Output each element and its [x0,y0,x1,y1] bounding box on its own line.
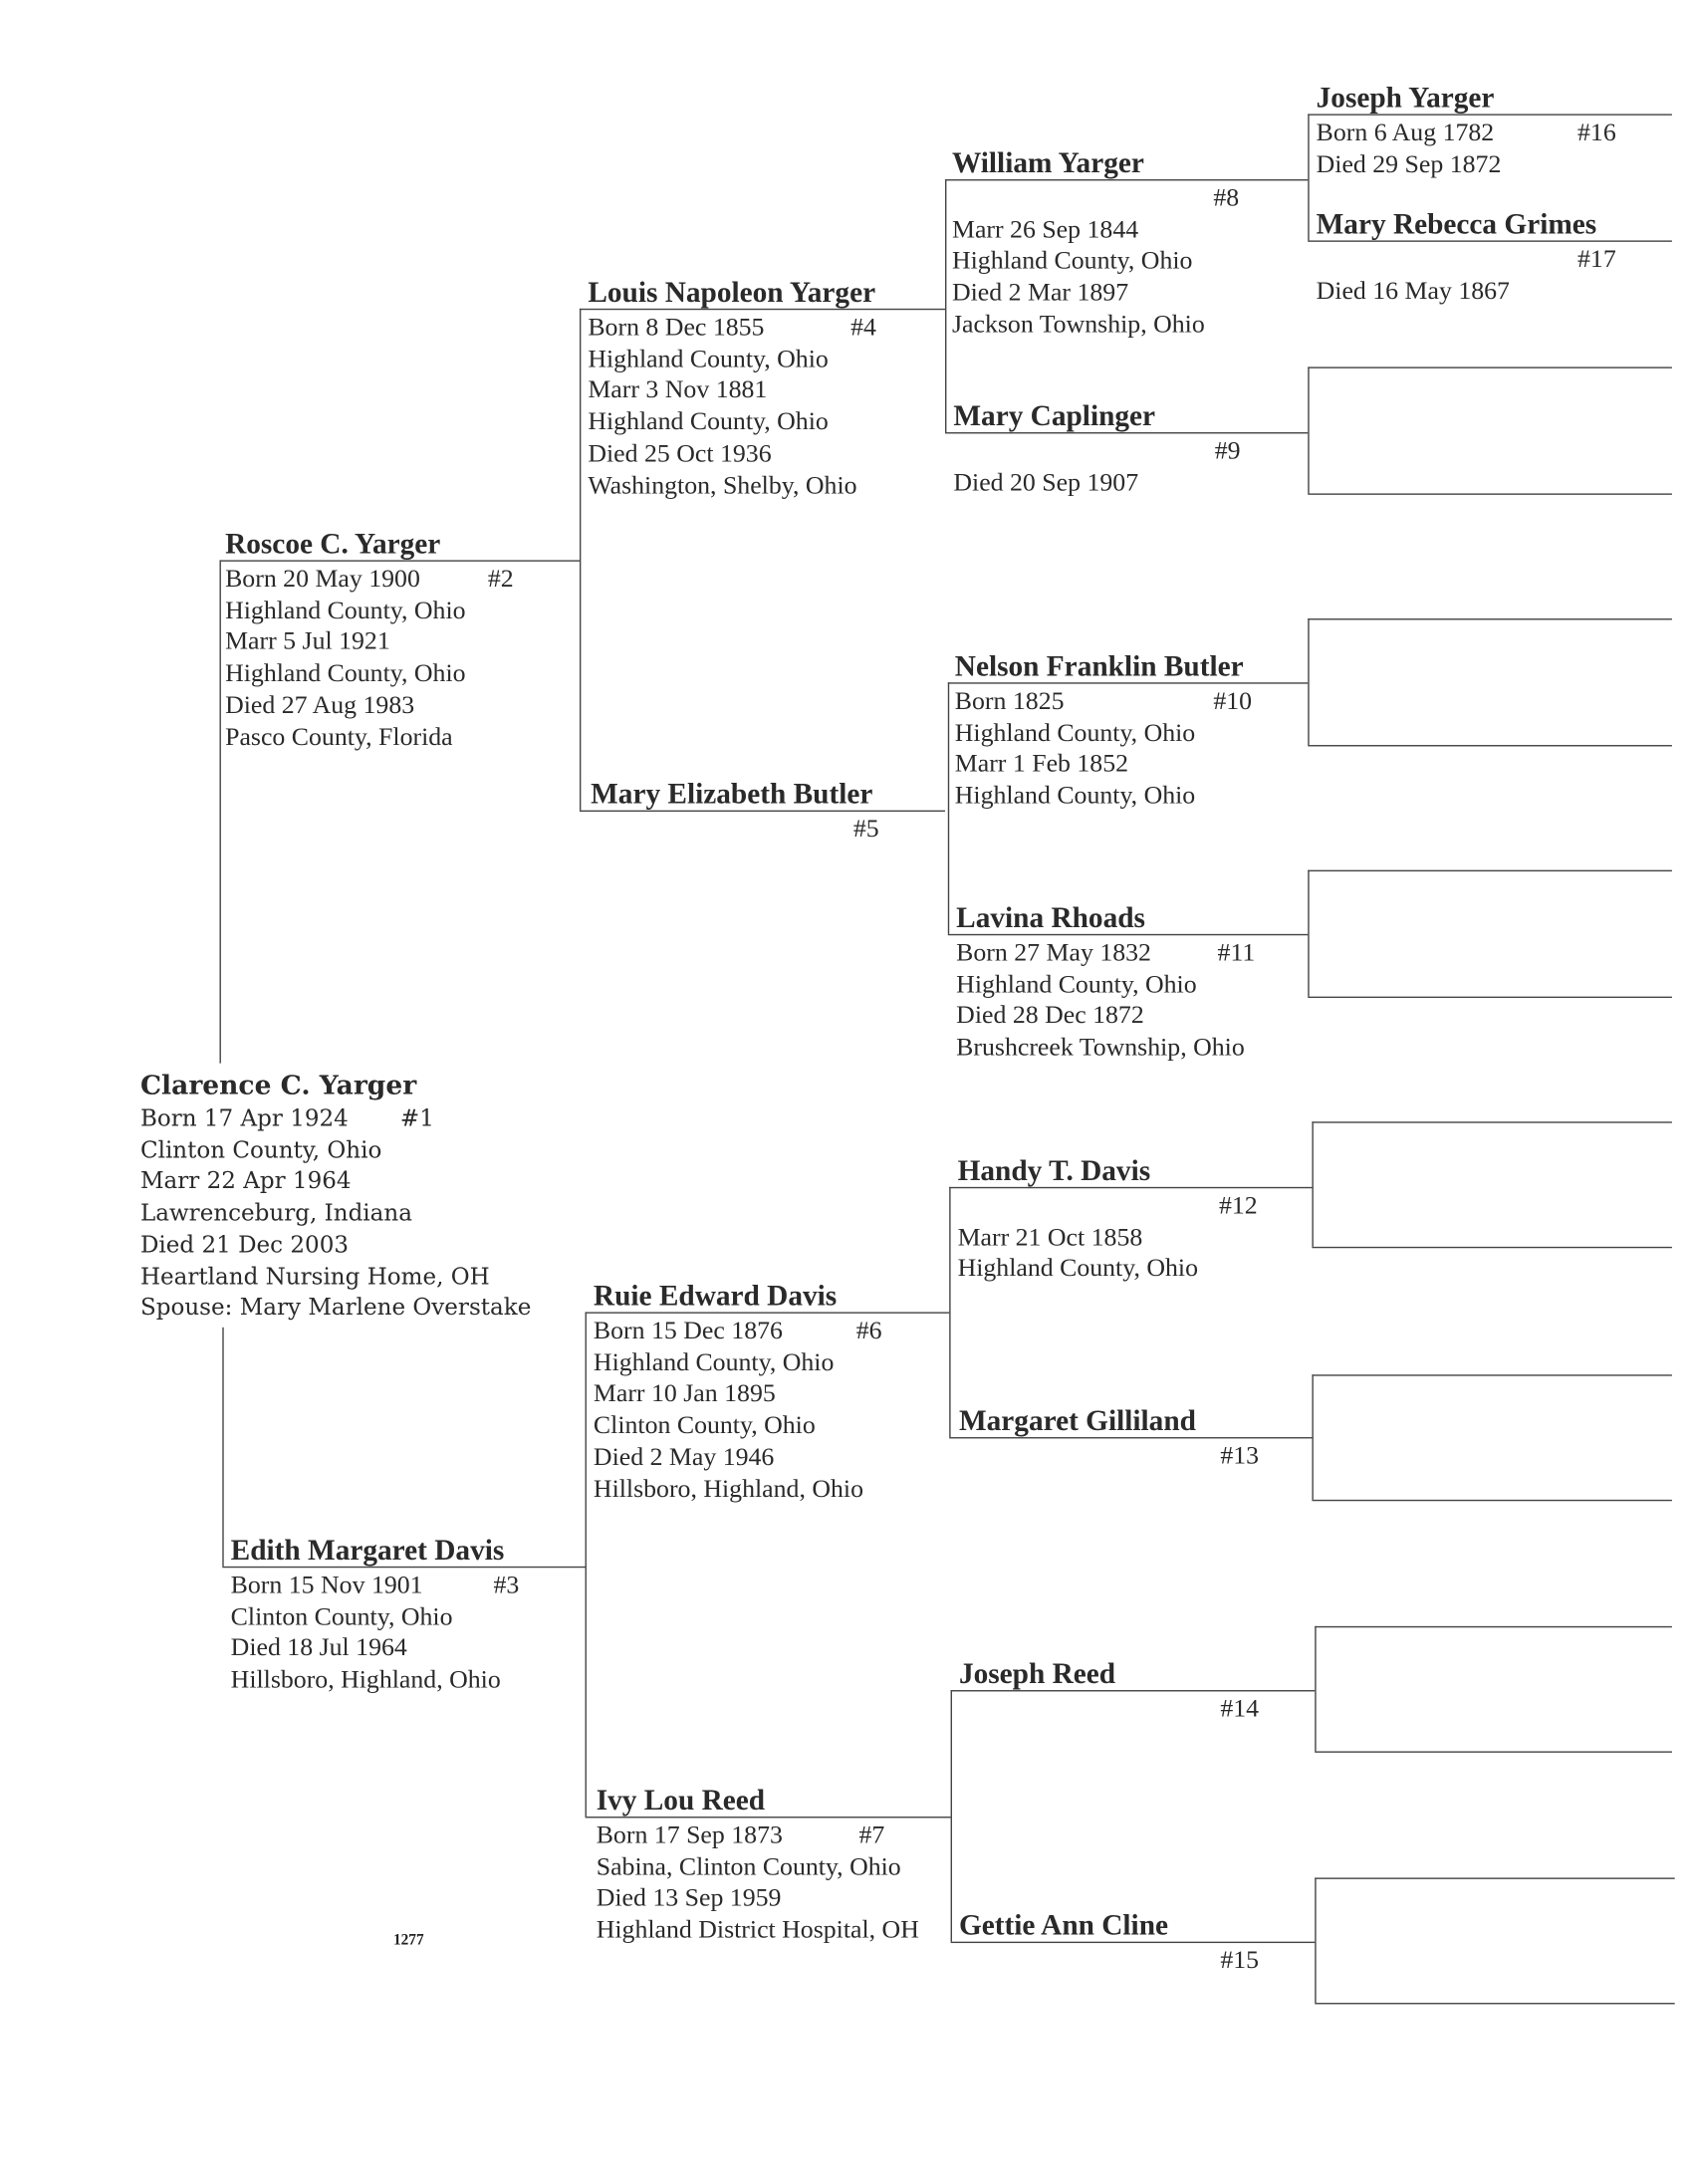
detail-text: Washington, Shelby, Ohio [588,471,857,500]
detail-text: Died 2 May 1946 [593,1443,775,1472]
person-detail [225,596,465,627]
connector-line [1315,1877,1316,2003]
detail-text: Died 2 Mar 1897 [951,279,1129,308]
person-detail [140,1198,531,1230]
person-detail [597,1884,919,1916]
person-detail [588,375,875,407]
person-17 [1316,206,1616,308]
detail-text: Highland County, Ohio [957,1255,1199,1284]
person-detail [956,1001,1245,1033]
detail-text: Marr 22 Apr 1964 [139,1167,352,1195]
person-detail [952,278,1205,310]
connector-line [1308,745,1672,746]
connector-line [1315,1626,1316,1752]
page-number: 1277 [392,1931,424,1949]
detail-text: Died 20 Sep 1907 [953,469,1139,498]
detail-text: Born 20 May 1900 [225,566,420,594]
detail-text: Lawrenceburg, Indiana [139,1199,412,1227]
person-detail [140,1166,531,1198]
person-detail [597,1915,919,1947]
person-detail [588,470,875,502]
detail-text: Hillsboro, Highland, Ohio [230,1666,501,1695]
person-detail [952,215,1205,247]
detail-text: Died 18 Jul 1964 [230,1634,407,1663]
connector-line [586,1312,587,1817]
detail-text [959,1696,965,1724]
person-name: Mary Rebecca Grimes [1316,206,1597,241]
detail-text: Heartland Nursing Home, OH [139,1262,490,1290]
person-name: Lavina Rhoads [956,900,1145,934]
detail-text [591,816,597,844]
person-detail [597,1820,919,1852]
connector-line [1312,1121,1313,1247]
connector-line [222,1328,223,1567]
detail-text: Highland County, Ohio [588,346,829,374]
person-detail [1317,245,1616,277]
detail-text: Highland District Hospital, OH [596,1916,919,1945]
person-name: Joseph Reed [958,1656,1116,1691]
person-number: #12 [1218,1192,1258,1221]
connector-line [1308,618,1309,745]
detail-text: Born 6 Aug 1782 [1316,120,1495,147]
connector-line [220,560,221,1063]
connector-line [949,1187,950,1437]
detail-text: Died 13 Sep 1959 [596,1885,782,1913]
person-detail [594,1347,863,1379]
person-detail [952,310,1205,342]
detail-text [959,1443,965,1471]
person-detail [594,1474,863,1506]
person-detail [958,1254,1198,1286]
person-name: Clarence C. Yarger [139,1070,417,1101]
person-name: Margaret Gilliland [958,1403,1196,1438]
connector-line [1308,870,1672,871]
person-6 [593,1278,882,1506]
detail-text: Died 29 Sep 1872 [1316,150,1502,179]
person-detail [594,1442,863,1474]
person-1 [140,1069,531,1325]
person-detail [231,1633,505,1665]
person-detail [959,1946,1260,1978]
detail-text: Clinton County, Ohio [593,1412,816,1440]
person-9 [953,398,1241,500]
detail-text: Clinton County, Ohio [230,1603,453,1632]
connector-line [1308,870,1309,997]
person-detail [958,1191,1258,1223]
person-detail [588,407,875,439]
detail-text: Highland County, Ohio [954,719,1196,748]
person-4 [588,275,875,502]
person-detail [588,439,875,471]
person-detail [597,1852,919,1884]
person-number: #17 [1577,246,1616,274]
person-detail [959,1441,1260,1473]
connector-line [1312,1121,1671,1122]
connector-line [1312,1374,1671,1375]
person-detail [952,247,1205,279]
connector-line [945,179,946,432]
connector-line [580,309,581,811]
person-detail [952,183,1240,215]
detail-text: Brushcreek Township, Ohio [956,1034,1245,1063]
detail-text: Highland County, Ohio [225,660,466,688]
detail-text: Died 25 Oct 1936 [588,440,772,469]
detail-text: Jackson Township, Ohio [951,311,1205,340]
person-detail [593,1317,882,1348]
person-name: Roscoe C. Yarger [225,526,441,561]
person-detail [225,722,465,754]
detail-text: Born 8 Dec 1855 [588,314,765,343]
person-detail [140,1135,531,1167]
detail-text: Born 1825 [954,687,1065,716]
detail-text: Highland County, Ohio [225,597,466,625]
person-11 [956,900,1256,1064]
person-detail [955,750,1244,782]
person-name: Handy T. Davis [957,1153,1151,1187]
connector-line [1308,366,1672,367]
person-detail [955,781,1244,813]
detail-text [953,438,959,466]
person-number: #14 [1220,1695,1260,1724]
connector-line [1315,1877,1674,1878]
person-13 [958,1403,1260,1473]
person-detail [225,690,465,722]
person-name: Nelson Franklin Butler [954,648,1244,683]
person-15 [958,1908,1260,1977]
detail-text [958,1192,964,1220]
detail-text: Clinton County, Ohio [139,1136,382,1163]
detail-text: Born 15 Nov 1901 [230,1572,423,1600]
person-16 [1316,80,1616,181]
person-name: Mary Caplinger [953,398,1156,433]
person-detail [591,815,879,847]
detail-text: Marr 10 Jan 1895 [593,1380,776,1409]
detail-text: Highland County, Ohio [593,1348,835,1377]
connector-line [1308,997,1672,998]
person-number: #10 [1213,687,1253,716]
connector-line [1308,114,1309,240]
person-number: #5 [852,816,879,845]
person-detail [231,1665,505,1697]
detail-text: Highland County, Ohio [951,247,1193,276]
person-detail [225,659,465,691]
person-7 [597,1784,919,1947]
person-detail [231,1602,505,1634]
connector-line [1312,1374,1313,1500]
person-8 [951,145,1240,342]
connector-line [1308,618,1672,619]
person-number: #2 [487,566,514,594]
person-detail [140,1293,531,1325]
detail-text: Died 28 Dec 1872 [956,1002,1144,1031]
connector-line [951,1690,952,1942]
connector-line [1315,1751,1672,1752]
detail-text: Pasco County, Florida [225,723,453,752]
detail-text: Highland County, Ohio [956,971,1197,1000]
detail-text: Born 17 Apr 1924 [139,1104,349,1132]
person-detail [1317,149,1502,181]
person-2 [225,526,514,754]
person-name: Edith Margaret Davis [230,1533,505,1567]
detail-text: Marr 21 Oct 1858 [957,1224,1143,1253]
person-detail [594,1411,863,1443]
person-detail [954,686,1253,718]
person-name: Mary Elizabeth Butler [591,777,873,811]
person-detail [953,468,1155,500]
person-detail [953,436,1241,468]
person-name: Ruie Edward Davis [593,1278,838,1313]
person-number: #13 [1220,1442,1260,1471]
person-number: #3 [493,1572,520,1600]
person-name: Gettie Ann Cline [958,1908,1169,1942]
detail-text: Marr 1 Feb 1852 [954,751,1129,780]
detail-text: Died 16 May 1867 [1316,277,1510,306]
person-number: #16 [1577,120,1616,147]
person-detail [956,970,1245,1002]
person-detail [588,313,875,345]
detail-text: Sabina, Clinton County, Ohio [596,1853,901,1882]
person-detail [588,345,875,376]
person-detail [1317,276,1597,308]
connector-line [1308,366,1309,493]
person-5 [591,777,879,846]
detail-text: Born 27 May 1832 [956,939,1151,968]
person-10 [954,648,1253,813]
detail-text: Highland County, Ohio [588,408,829,437]
detail-text: Spouse: Mary Marlene Overstake [139,1294,532,1322]
person-number: #9 [1214,437,1241,466]
connector-line [1308,493,1672,494]
detail-text: Highland County, Ohio [954,782,1196,811]
detail-text: Marr 3 Nov 1881 [588,376,768,405]
connector-line [1315,1626,1672,1627]
person-detail [956,1033,1245,1065]
person-detail [955,718,1244,750]
detail-text: Died 27 Aug 1983 [225,691,415,720]
person-detail [225,565,514,597]
connector-line [1312,1247,1671,1248]
detail-text [952,185,958,213]
connector-line [1312,1500,1671,1501]
person-name: Louis Napoleon Yarger [588,275,876,309]
person-name: Joseph Yarger [1316,80,1495,115]
detail-text: Marr 26 Sep 1844 [951,216,1139,245]
detail-text: Died 21 Dec 2003 [139,1231,350,1258]
detail-text: Born 17 Sep 1873 [596,1821,783,1850]
person-name: William Yarger [951,145,1144,180]
person-detail [1316,119,1616,150]
person-number: #15 [1220,1947,1260,1976]
person-12 [957,1153,1258,1286]
person-detail [140,1230,531,1262]
person-name: Ivy Lou Reed [596,1783,766,1818]
person-number: #8 [1213,184,1240,213]
person-detail [958,1223,1198,1255]
person-14 [958,1656,1260,1726]
person-number: #6 [855,1318,882,1345]
person-detail [140,1103,531,1135]
connector-line [948,682,949,934]
person-detail [956,938,1256,970]
detail-text: Hillsboro, Highland, Ohio [593,1475,864,1504]
person-detail [959,1694,1260,1726]
detail-text: Born 15 Dec 1876 [593,1318,783,1345]
person-detail [230,1571,520,1602]
person-number: #4 [850,314,876,343]
person-detail [225,627,465,659]
person-number: #11 [1217,939,1256,968]
person-detail [594,1379,863,1411]
detail-text [959,1947,965,1975]
detail-text: Marr 5 Jul 1921 [225,628,390,657]
person-3 [230,1533,520,1696]
person-detail [140,1262,531,1294]
detail-text [1317,246,1323,274]
person-number: #1 [399,1104,434,1132]
person-number: #7 [858,1821,885,1850]
connector-line [1315,2003,1674,2004]
